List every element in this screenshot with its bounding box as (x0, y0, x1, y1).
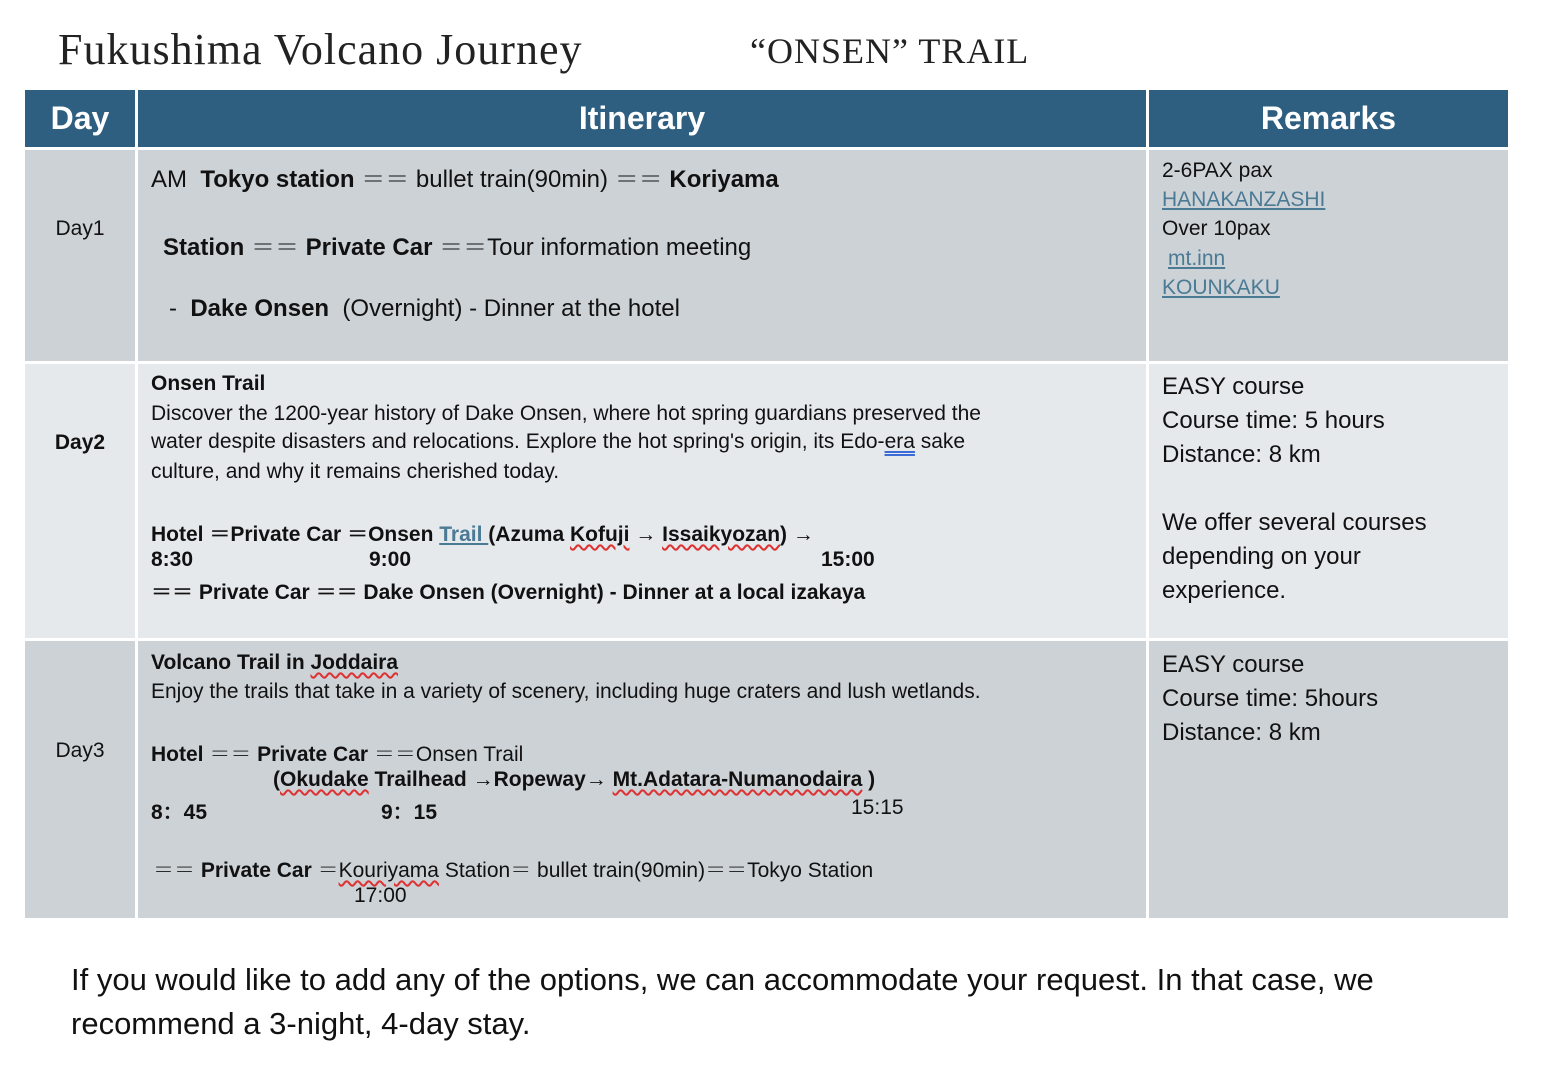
day1-line3: - Dake Onsen (Overnight) - Dinner at the hotel (169, 295, 680, 322)
day2-label: Day2 (54, 431, 106, 454)
day2-remark-offer2: depending on your (1162, 543, 1361, 570)
day3-route-line2: (Okudake Trailhead →Ropeway→ Mt.Adatara-Numanodaira ) (273, 768, 876, 791)
day3-time-2: 9：15 (381, 801, 438, 824)
header-itinerary: Itinerary (138, 90, 1146, 147)
page-subtitle: “ONSEN” TRAIL (750, 31, 1030, 71)
day3-label: Day3 (55, 739, 105, 762)
day2-desc-line2: water despite disasters and relocations. Explore the hot spring's origin, its Edo-era sake (151, 430, 966, 453)
day3-time-1: 8：45 (151, 801, 208, 824)
page-title: Fukushima Volcano Journey (58, 25, 583, 74)
row-divider (25, 147, 1508, 150)
day2-time-2: 9:00 (369, 548, 412, 571)
day1-label: Day1 (55, 217, 105, 240)
day3-remark-time: Course time: 5hours (1162, 685, 1379, 712)
column-divider (135, 90, 138, 918)
day3-remark-course: EASY course (1162, 651, 1305, 678)
day2-remark-time: Course time: 5 hours (1162, 407, 1385, 434)
row-divider (25, 638, 1508, 641)
day3-heading: Volcano Trail in Joddaira (151, 651, 399, 674)
column-divider (1146, 90, 1149, 918)
day3-route-line4: ＝＝ Private Car ＝Kouriyama Station＝ bullet train(90min)＝＝Tokyo Station (153, 859, 874, 882)
day3-time-4: 17:00 (354, 884, 407, 907)
header-remarks: Remarks (1149, 90, 1508, 147)
day1-line2: Station ＝＝ Private Car ＝＝Tour information meeting (163, 234, 752, 261)
day1-remark-pax1: 2-6PAX pax (1162, 159, 1273, 182)
day2-remark-offer3: experience. (1162, 577, 1287, 604)
day2-remark-course: EASY course (1162, 373, 1305, 400)
day2-desc-line1: Discover the 1200-year history of Dake Onsen, where hot spring guardians preserved the (151, 402, 981, 425)
day1-remark-link-mtinn[interactable]: mt.inn (1168, 247, 1226, 270)
day3-route-line1: Hotel ＝＝ Private Car ＝＝Onsen Trail (151, 743, 524, 766)
day2-route-line1: Hotel ＝Private Car ＝Onsen Trail (Azuma Kofuji → Issaikyozan) → (151, 523, 814, 546)
day3-time-3: 15:15 (851, 796, 904, 819)
day2-time-3: 15:00 (821, 548, 875, 571)
day2-remark-offer1: We offer several courses (1162, 509, 1427, 536)
day3-remark-distance: Distance: 8 km (1162, 719, 1321, 746)
day2-trail-link[interactable]: Trail (439, 523, 489, 546)
day2-heading: Onsen Trail (151, 372, 266, 395)
day2-remark-distance: Distance: 8 km (1162, 441, 1321, 468)
header-day: Day (25, 90, 135, 147)
itinerary-table (25, 90, 1508, 918)
footer-note: If you would like to add any of the options, we can accommodate your request. In that case, we recommend a 3-night, 4-day stay. (71, 962, 1374, 1041)
day2-desc-line3: culture, and why it remains cherished today. (151, 460, 560, 483)
day1-remark-link-hanakanzashi[interactable]: HANAKANZASHI (1162, 188, 1326, 211)
day1-remark-link-kounkaku[interactable]: KOUNKAKU (1162, 276, 1280, 299)
day3-desc: Enjoy the trails that take in a variety of scenery, including huge craters and lush wetlands. (151, 680, 981, 703)
day1-line1: AM Tokyo station ＝＝ bullet train(90min) ＝＝ Koriyama (151, 166, 779, 193)
day2-time-1: 8:30 (151, 548, 194, 571)
row-divider (25, 361, 1508, 364)
day1-remark-pax2: Over 10pax (1162, 217, 1271, 240)
day2-route-line3: ＝＝ Private Car ＝＝ Dake Onsen (Overnight) - Dinner at a local izakaya (151, 581, 866, 604)
